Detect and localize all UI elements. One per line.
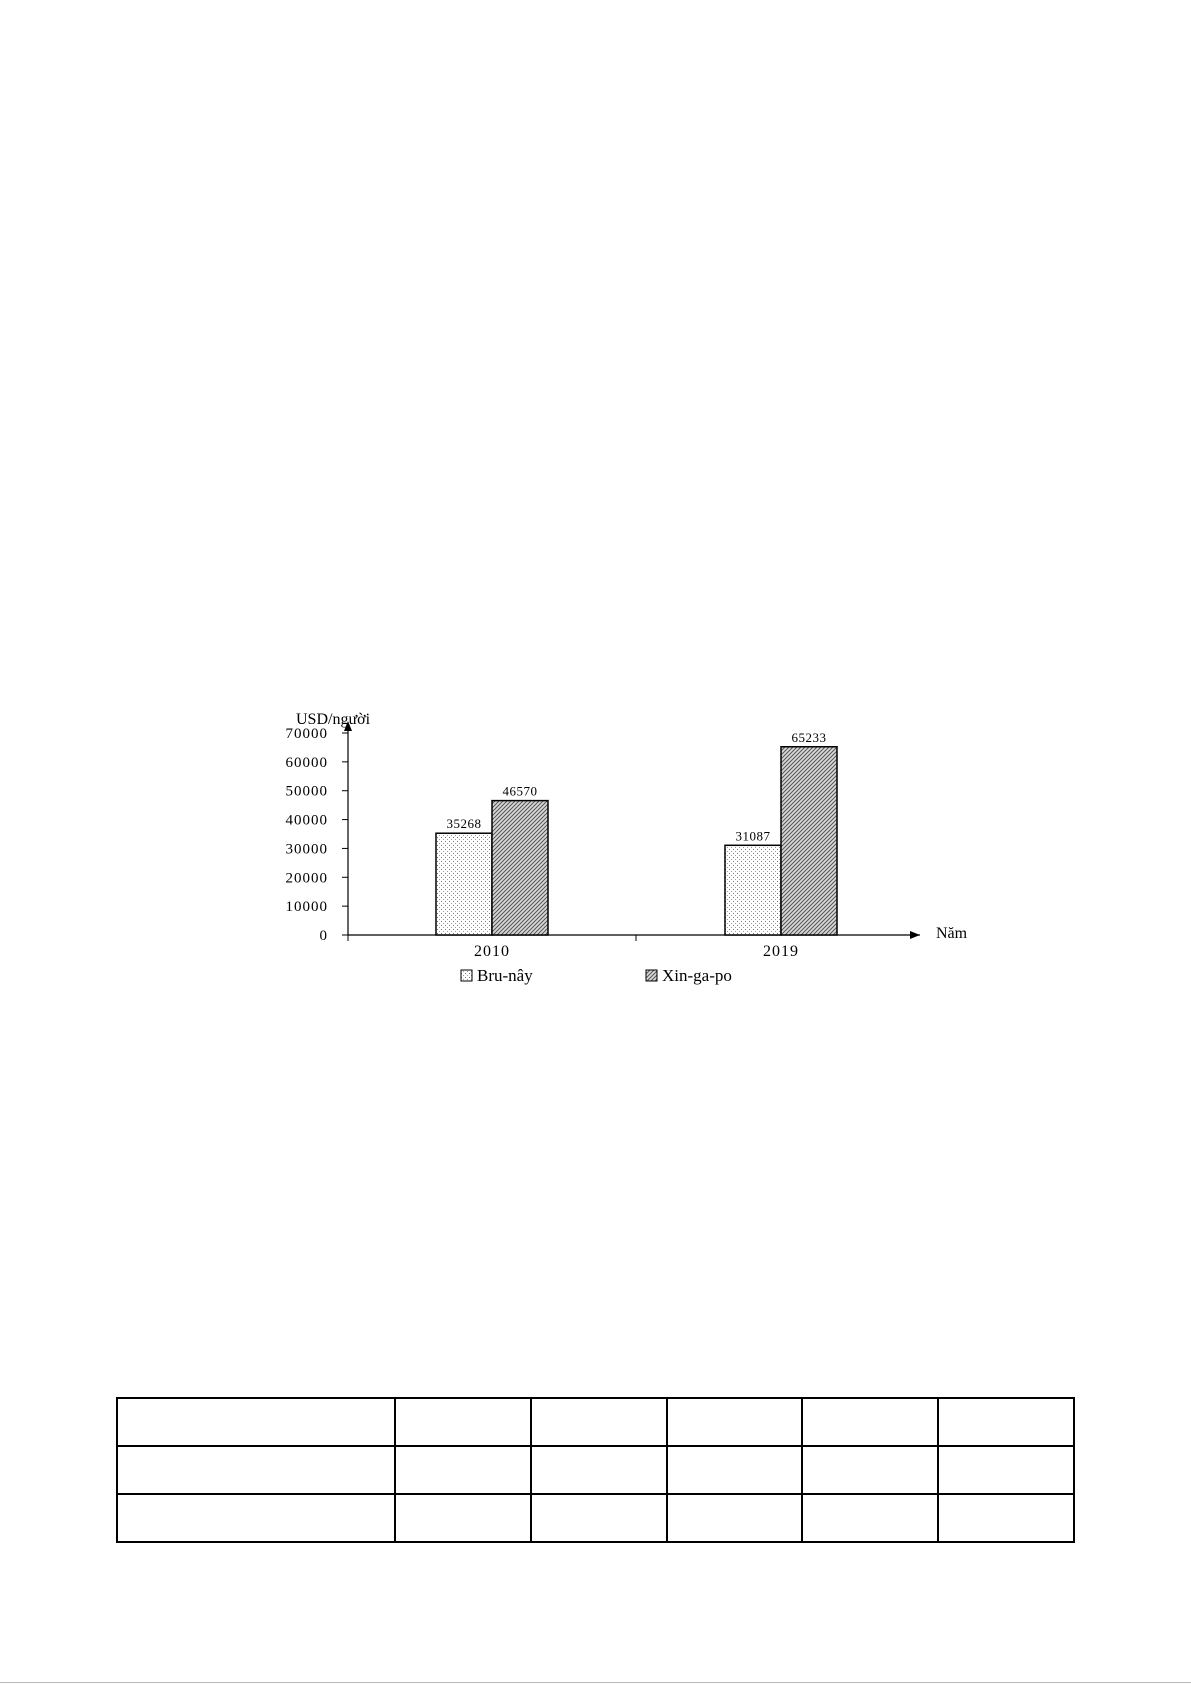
legend-label: Bru-nây bbox=[477, 966, 533, 985]
table-cell bbox=[802, 1398, 938, 1446]
y-tick-label: 0 bbox=[319, 928, 328, 944]
table-cell bbox=[117, 1398, 395, 1446]
x-tick-label: 2019 bbox=[763, 943, 799, 960]
table-cell bbox=[938, 1494, 1074, 1542]
y-tick-label: 70000 bbox=[285, 726, 328, 742]
table-cell bbox=[395, 1446, 531, 1494]
table-row bbox=[117, 1446, 1074, 1494]
legend-swatch bbox=[461, 970, 472, 981]
table-row bbox=[117, 1494, 1074, 1542]
table-cell bbox=[531, 1446, 667, 1494]
y-tick-label: 40000 bbox=[285, 812, 328, 829]
answer-table bbox=[116, 1397, 1075, 1543]
bar-Bru-nây bbox=[436, 833, 492, 935]
y-tick-label: 50000 bbox=[285, 783, 328, 800]
y-tick-label: 20000 bbox=[285, 870, 328, 887]
table-cell bbox=[667, 1494, 803, 1542]
y-axis-title: USD/người bbox=[296, 711, 371, 728]
y-tick-label: 60000 bbox=[285, 754, 328, 771]
table-row bbox=[117, 1398, 1074, 1446]
table-cell bbox=[938, 1398, 1074, 1446]
data-label: 35268 bbox=[446, 816, 482, 832]
table-cell bbox=[802, 1446, 938, 1494]
table-cell bbox=[667, 1446, 803, 1494]
bar-Bru-nây bbox=[725, 845, 781, 935]
y-tick-label: 10000 bbox=[285, 899, 328, 916]
x-tick-label: 2010 bbox=[474, 943, 510, 960]
page-footer-line bbox=[0, 1682, 1191, 1683]
x-axis-arrow bbox=[910, 931, 920, 939]
table-cell bbox=[395, 1398, 531, 1446]
table-cell bbox=[395, 1494, 531, 1542]
table-cell bbox=[117, 1494, 395, 1542]
table-cell bbox=[531, 1494, 667, 1542]
bar-Xin-ga-po bbox=[781, 747, 837, 935]
table-cell bbox=[667, 1398, 803, 1446]
legend-label: Xin-ga-po bbox=[662, 966, 732, 985]
bar-Xin-ga-po bbox=[492, 801, 548, 935]
table-cell bbox=[938, 1446, 1074, 1494]
table-cell bbox=[802, 1494, 938, 1542]
legend-swatch bbox=[646, 970, 657, 981]
x-axis-title: Năm bbox=[936, 925, 968, 942]
data-label: 65233 bbox=[791, 729, 827, 745]
data-label: 46570 bbox=[502, 783, 538, 799]
table-cell bbox=[117, 1446, 395, 1494]
y-tick-label: 30000 bbox=[285, 841, 328, 858]
data-label: 31087 bbox=[735, 828, 771, 844]
table-cell bbox=[531, 1398, 667, 1446]
